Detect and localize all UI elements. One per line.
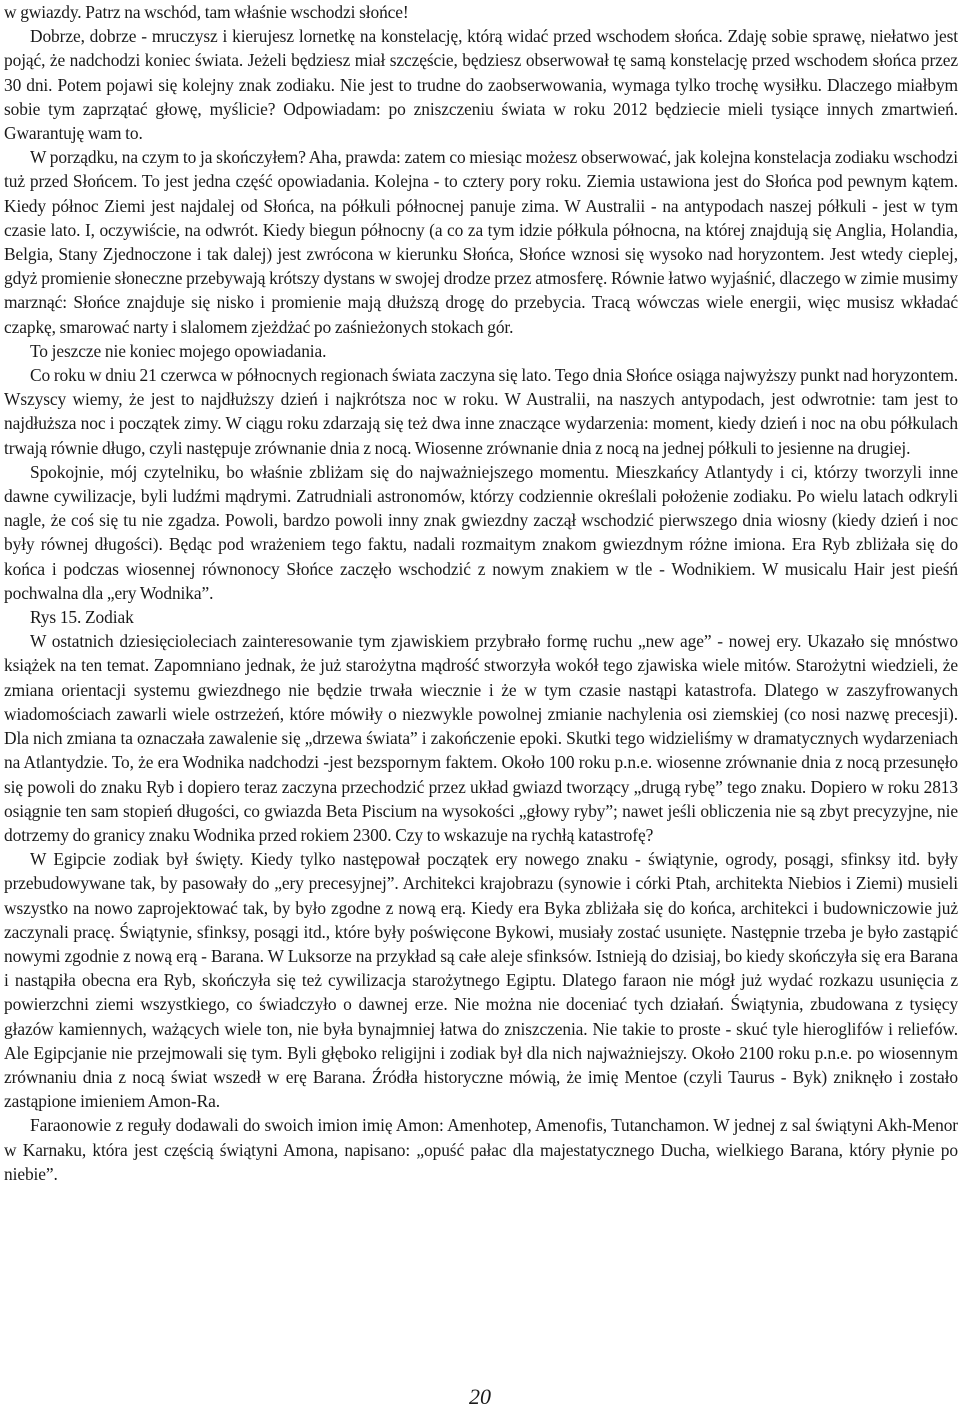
paragraph: Spokojnie, mój czytelniku, bo właśnie zbliżam się do najważniejszego momentu. Mieszkańcy Atlantydy i ci, którzy tworzyli inne dawne cywilizacje, byli ludźmi mądrymi. Zatrudniali astronomów, którzy codziennie określali położenie zodiaku. Po wielu latach odkryli nagle, że coś się tu nie zgadza. Powoli, bardzo powoli inny znak gwiezdny zaczął wschodzić pierwszego dnia wiosny (kiedy dzień i noc były równej długości). Będąc pod wrażeniem tego faktu, nadali rozmaitym znakom gwiezdnym różne imiona. Era Ryb zbliżała się do końca i podczas wiosennej równonocy Słońce zaczęło wschodzić z nowym znakiem w tle - Wodnikiem. W musicalu Hair jest pieśń pochwalna dla „ery Wodnika”. [4,461,958,603]
paragraph: Dobrze, dobrze - mruczysz i kierujesz lornetkę na konstelację, którą widać przed wschodem słońca. Zdaję sobie sprawę, niełatwo jest pojąć, że nadchodzi koniec świata. Jeżeli będziesz miał szczęście, będziesz obserwował tę samą konstelację przed wschodem słońca przez 30 dni. Potem pojawi się kolejny znak zodiaku. Nie jest to trudne do zaobserwowania, wymaga tylko trochę wysiłku. Dlaczego miałbym sobie tym zaprzątać głowę, myślicie? Odpowiadam: po zniszczeniu świata w roku 2012 będziecie mieli tysiące innych zmartwień. Gwarantuję wam to. [4,26,958,144]
paragraph: To jeszcze nie koniec mojego opowiadania. [30,340,327,361]
figure-caption: Rys 15. Zodiak [30,607,134,628]
page-body [4,0,958,1186]
paragraph: Faraonowie z reguły dodawali do swoich imion imię Amon: Amenhotep, Amenofis, Tutanchamon. W jednej z sal świątyni Akh-Menor w Karnaku, która jest częścią świątyni Amona, napisano: „opuść pałac dla majestatycznego Ducha, wielkiego Barana, który płynie po niebie”. [4,1115,958,1184]
page-number: 20 [469,1384,491,1409]
paragraph: W Egipcie zodiak był święty. Kiedy tylko następował początek ery nowego znaku - świątynie, ogrody, posągi, sfinksy itd. były przebudowywane tak, by pasowały do „ery precesyjnej”. Architekci krajobrazu (synowie i córki Ptah, architekta Niebios i Ziemi) musieli wszystko na nowo zaprojektować tak, by było zgodne z nową erą. Kiedy era Byka zbliżała się do końca, architekci i budowniczowie już zaczynali pracę. Świątynie, sfinksy, posągi itd., które były poświęcone Bykowi, musiały zostać usunięte. Następnie trzeba je było zastąpić nowymi zgodnie z nową erą - Barana. W Luksorze na przykład są całe aleje sfinksów. Istnieją do dzisiaj, bo kiedy skończyła się era Barana i nastąpiła obecna era Ryb, skończyła się też cywilizacja starożytnego Egiptu. Dlatego faraon nie mógł już wydać rozkazu usunięcia z powierzchni ziemi wszystkiego, co świadczyło o dawnej erze. Nie można nie doceniać tych działań. Świątynia, zbudowana z tysięcy głazów kamiennych, ważących wiele ton, nie była bynajmniej łatwa do zniszczenia. Nie takie to proste - skuć tyle hieroglifów i reliefów. Ale Egipcjanie nie przejmowali się tym. Byli głęboko religijni i zodiak był dla nich najważniejszy. Około 2100 roku p.n.e. po wiosennym zrównaniu dnia z nocą świat wszedł w erę Barana. Źródła historyczne mówią, że imię Mentoe (czyli Taurus - Byk) zniknęło i zostało zastąpione imieniem Amon-Ra. [4,849,958,1112]
paragraph: Co roku w dniu 21 czerwca w północnych regionach świata zaczyna się lato. Tego dnia Słońce osiąga najwyższy punkt nad horyzontem. Wszyscy wiemy, że jest to najdłuższy dzień i najkrótsza noc w roku. W Australii, na naszych antypodach, jest odwrotnie: tam jest to najdłuższa noc i początek zimy. W ciągu roku zdarzają się też dwa inne znaczące wydarzenia: moment, kiedy dzień i noc na obu półkulach trwają równie długo, czyli następuje zrównanie dnia z nocą. Wiosenne zrównanie dnia z nocą na jednej półkuli to jesienne na drugiej. [4,365,958,458]
paragraph-continuation: w gwiazdy. Patrz na wschód, tam właśnie wschodzi słońce! [4,2,409,22]
paragraph: W ostatnich dziesięcioleciach zainteresowanie tym zjawiskiem przybrało formę ruchu „new age” - nowej ery. Ukazało się mnóstwo książek na ten temat. Zapomniano jednak, że już starożytna mądrość stworzyła wokół tego zjawiska wiele mitów. Starożytni wiedzieli, że zmiana orientacji systemu gwiezdnego nie będzie trwała wiecznie i że w tym czasie nastąpi katastrofa. Dlatego w zaszyfrowanych wiadomościach zawarli wiele ostrzeżeń, które mówiły o niezwykle powolnej zmianie nachylenia osi ziemskiej (co nosi nazwę precesji). Dla nich zmiana ta oznaczała zawalenie się „drzewa świata” i zakończenie epoki. Skutki tego widzieliśmy w dramatycznych wydarzeniach na Atlantydzie. To, że era Wodnika nadchodzi -jest bezspornym faktem. Około 100 roku p.n.e. wiosenne zrównanie dnia z nocą przesunęło się powoli do znaku Ryb i dopiero teraz zaczyna przechodzić przez układ gwiazd tworzący „drugą rybę” tego znaku. Dopiero w roku 2813 osiągnie ten sam stopień długości, co gwiazda Beta Piscium na wysokości „głowy ryby”; nawet jeśli obliczenia nie są zbyt precyzyjne, nie dotrzemy do granicy znaku Wodnika przed rokiem 2300. Czy to wskazuje na rychłą katastrofę? [4,631,958,845]
paragraph: W porządku, na czym to ja skończyłem? Aha, prawda: zatem co miesiąc możesz obserwować, jak kolejna konstelacja zodiaku wschodzi tuż przed Słońcem. To jest jedna część opowiadania. Kolejna - to cztery pory roku. Ziemia ustawiona jest do Słońca pod pewnym kątem. Kiedy północ Ziemi jest najdalej od Słońca, na półkuli północnej panuje zima. W Australii - na antypodach naszej półkuli - jest w tym czasie lato. I, oczywiście, na odwrót. Kiedy biegun północny (a co za tym idzie półkula północna, na której znajdują się Anglia, Holandia, Belgia, Stany Zjednoczone i tak dalej) jest zwrócona w kierunku Słońca, Słońce wznosi się wysoko nad horyzontem. Jest wtedy cieplej, gdyż promienie słoneczne przebywają krótszy dystans w swojej drodze przez atmosferę. Równie łatwo wyjaśnić, dlaczego w zimie musimy marznąć: Słońce znajduje się nisko i promienie mają dłuższą drogę do przebycia. Tracą wówczas wiele energii, więc musisz wkładać czapkę, smarować narty i slalomem zjeżdżać po zaśnieżonych stokach gór. [4,147,958,337]
